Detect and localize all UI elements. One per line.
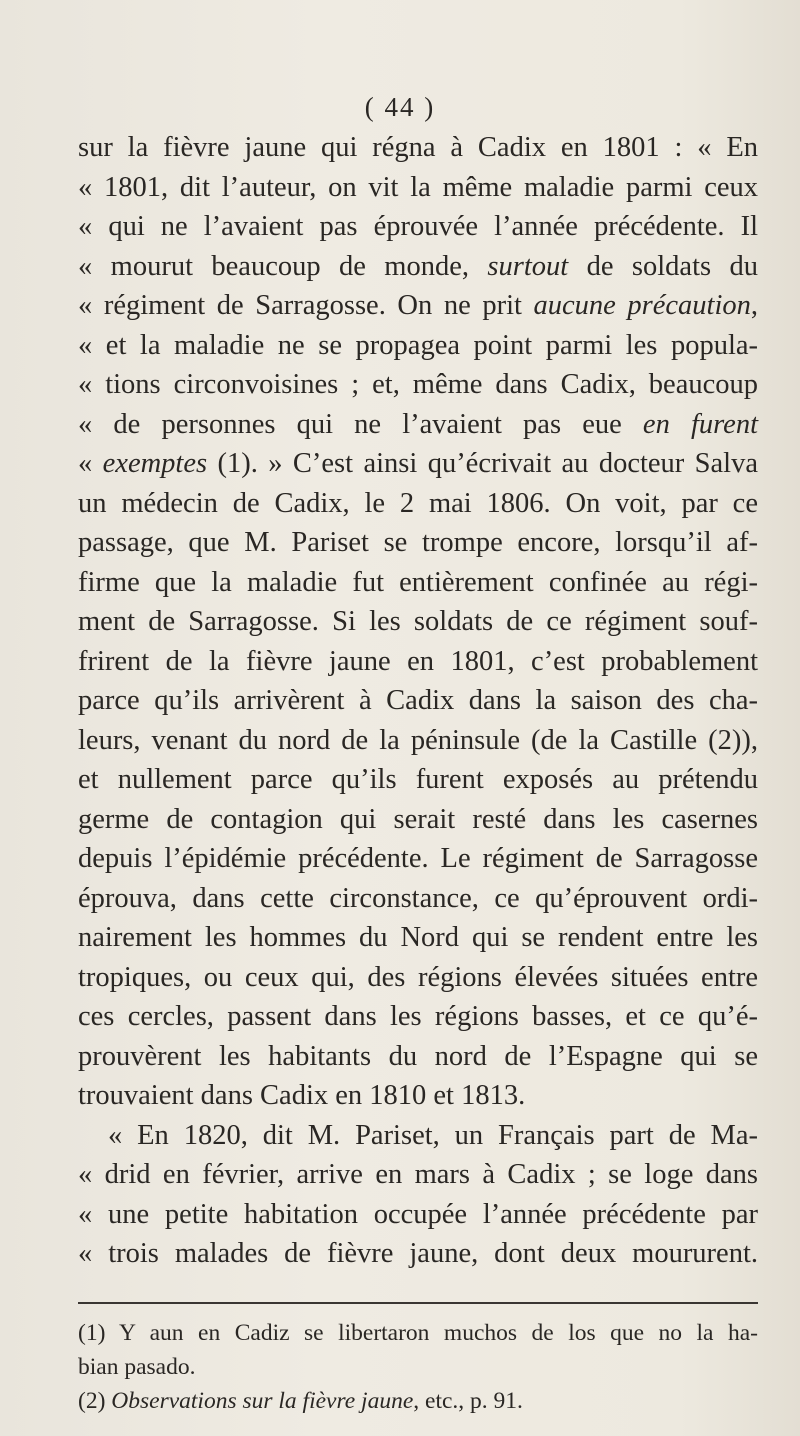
footnote-divider	[78, 1302, 758, 1304]
footnote-2-rest: , etc., p. 91.	[413, 1388, 523, 1414]
text-line: trouvaient dans Cadix en 1810 et 1813.	[78, 1080, 526, 1111]
text-line: nairement les hommes du Nord qui se rendent entre les	[78, 922, 758, 953]
text-line: « En 1820, dit M. Pariset, un Français part de Ma-	[108, 1119, 758, 1151]
page-number: ( 44 )	[364, 92, 436, 122]
text-line: passage, que M. Pariset se trompe encore, lorsqu’il af-	[78, 527, 758, 558]
text-line: prouvèrent les habitants du nord de l’Espagne qui se	[78, 1040, 758, 1072]
italic-phrase: en furent	[642, 408, 758, 440]
italic-phrase: surtout	[487, 250, 569, 282]
text-line: « une petite habitation occupée l’année précédente par	[78, 1198, 758, 1230]
footnote-2	[78, 1384, 758, 1418]
text-line: « régiment de Sarragosse. On ne prit aucune précaution,	[78, 290, 758, 321]
text-line: ces cercles, passent dans les régions basses, et ce qu’é-	[78, 1001, 758, 1032]
text-line: leurs, venant du nord de la péninsule (de la Castille (2)),	[78, 724, 758, 756]
text-line: germe de contagion qui serait resté dans les casernes	[78, 803, 758, 835]
text-line: sur la fièvre jaune qui régna à Cadix en 1801 : « En	[78, 132, 758, 163]
footnote-2-title: Observations sur la fièvre jaune	[111, 1388, 414, 1414]
italic-phrase: exemptes	[102, 448, 208, 479]
text-line: « drid en février, arrive en mars à Cadix ; se loge dans	[78, 1159, 758, 1190]
text-line: un médecin de Cadix, le 2 mai 1806. On voit, par ce	[78, 487, 758, 519]
text-line: frirent de la fièvre jaune en 1801, c’est probablement	[78, 645, 758, 677]
footnote-1: (1) Y aun en Cadiz se libertaron muchos de los que no la ha-	[78, 1320, 758, 1346]
italic-phrase: aucune précaution	[533, 290, 751, 321]
text-line: « exemptes (1). » C’est ainsi qu’écrivait au docteur Salva	[78, 448, 758, 479]
main-text	[78, 128, 758, 1274]
text-line: « de personnes qui ne l’avaient pas eue en furent	[78, 408, 758, 440]
text-line: « mourut beaucoup de monde, surtout de soldats du	[78, 250, 758, 282]
footnote-1-continued: bian pasado.	[78, 1354, 196, 1380]
text-line: ment de Sarragosse. Si les soldats de ce régiment souf-	[78, 606, 758, 637]
footnotes	[78, 1316, 758, 1418]
text-line: depuis l’épidémie précédente. Le régiment de Sarragosse	[78, 843, 758, 874]
text-line: éprouva, dans cette circonstance, ce qu’éprouvent ordi-	[78, 882, 758, 914]
text-line: « qui ne l’avaient pas éprouvée l’année précédente. Il	[78, 211, 758, 242]
text-line: « trois malades de fièvre jaune, dont deux moururent.	[78, 1238, 758, 1269]
text-line: parce qu’ils arrivèrent à Cadix dans la saison des cha-	[78, 685, 758, 716]
text-line: et nullement parce qu’ils furent exposés au prétendu	[78, 764, 758, 795]
text-line: « tions circonvoisines ; et, même dans Cadix, beaucoup	[78, 369, 758, 400]
text-line: « et la maladie ne se propagea point parmi les popula-	[78, 329, 758, 361]
text-line: « 1801, dit l’auteur, on vit la même maladie parmi ceux	[78, 171, 758, 203]
text-line: firme que la maladie fut entièrement confinée au régi-	[78, 566, 758, 598]
text-line: tropiques, ou ceux qui, des régions élevées situées entre	[78, 961, 758, 993]
footnote-2-marker: (2)	[78, 1388, 106, 1414]
